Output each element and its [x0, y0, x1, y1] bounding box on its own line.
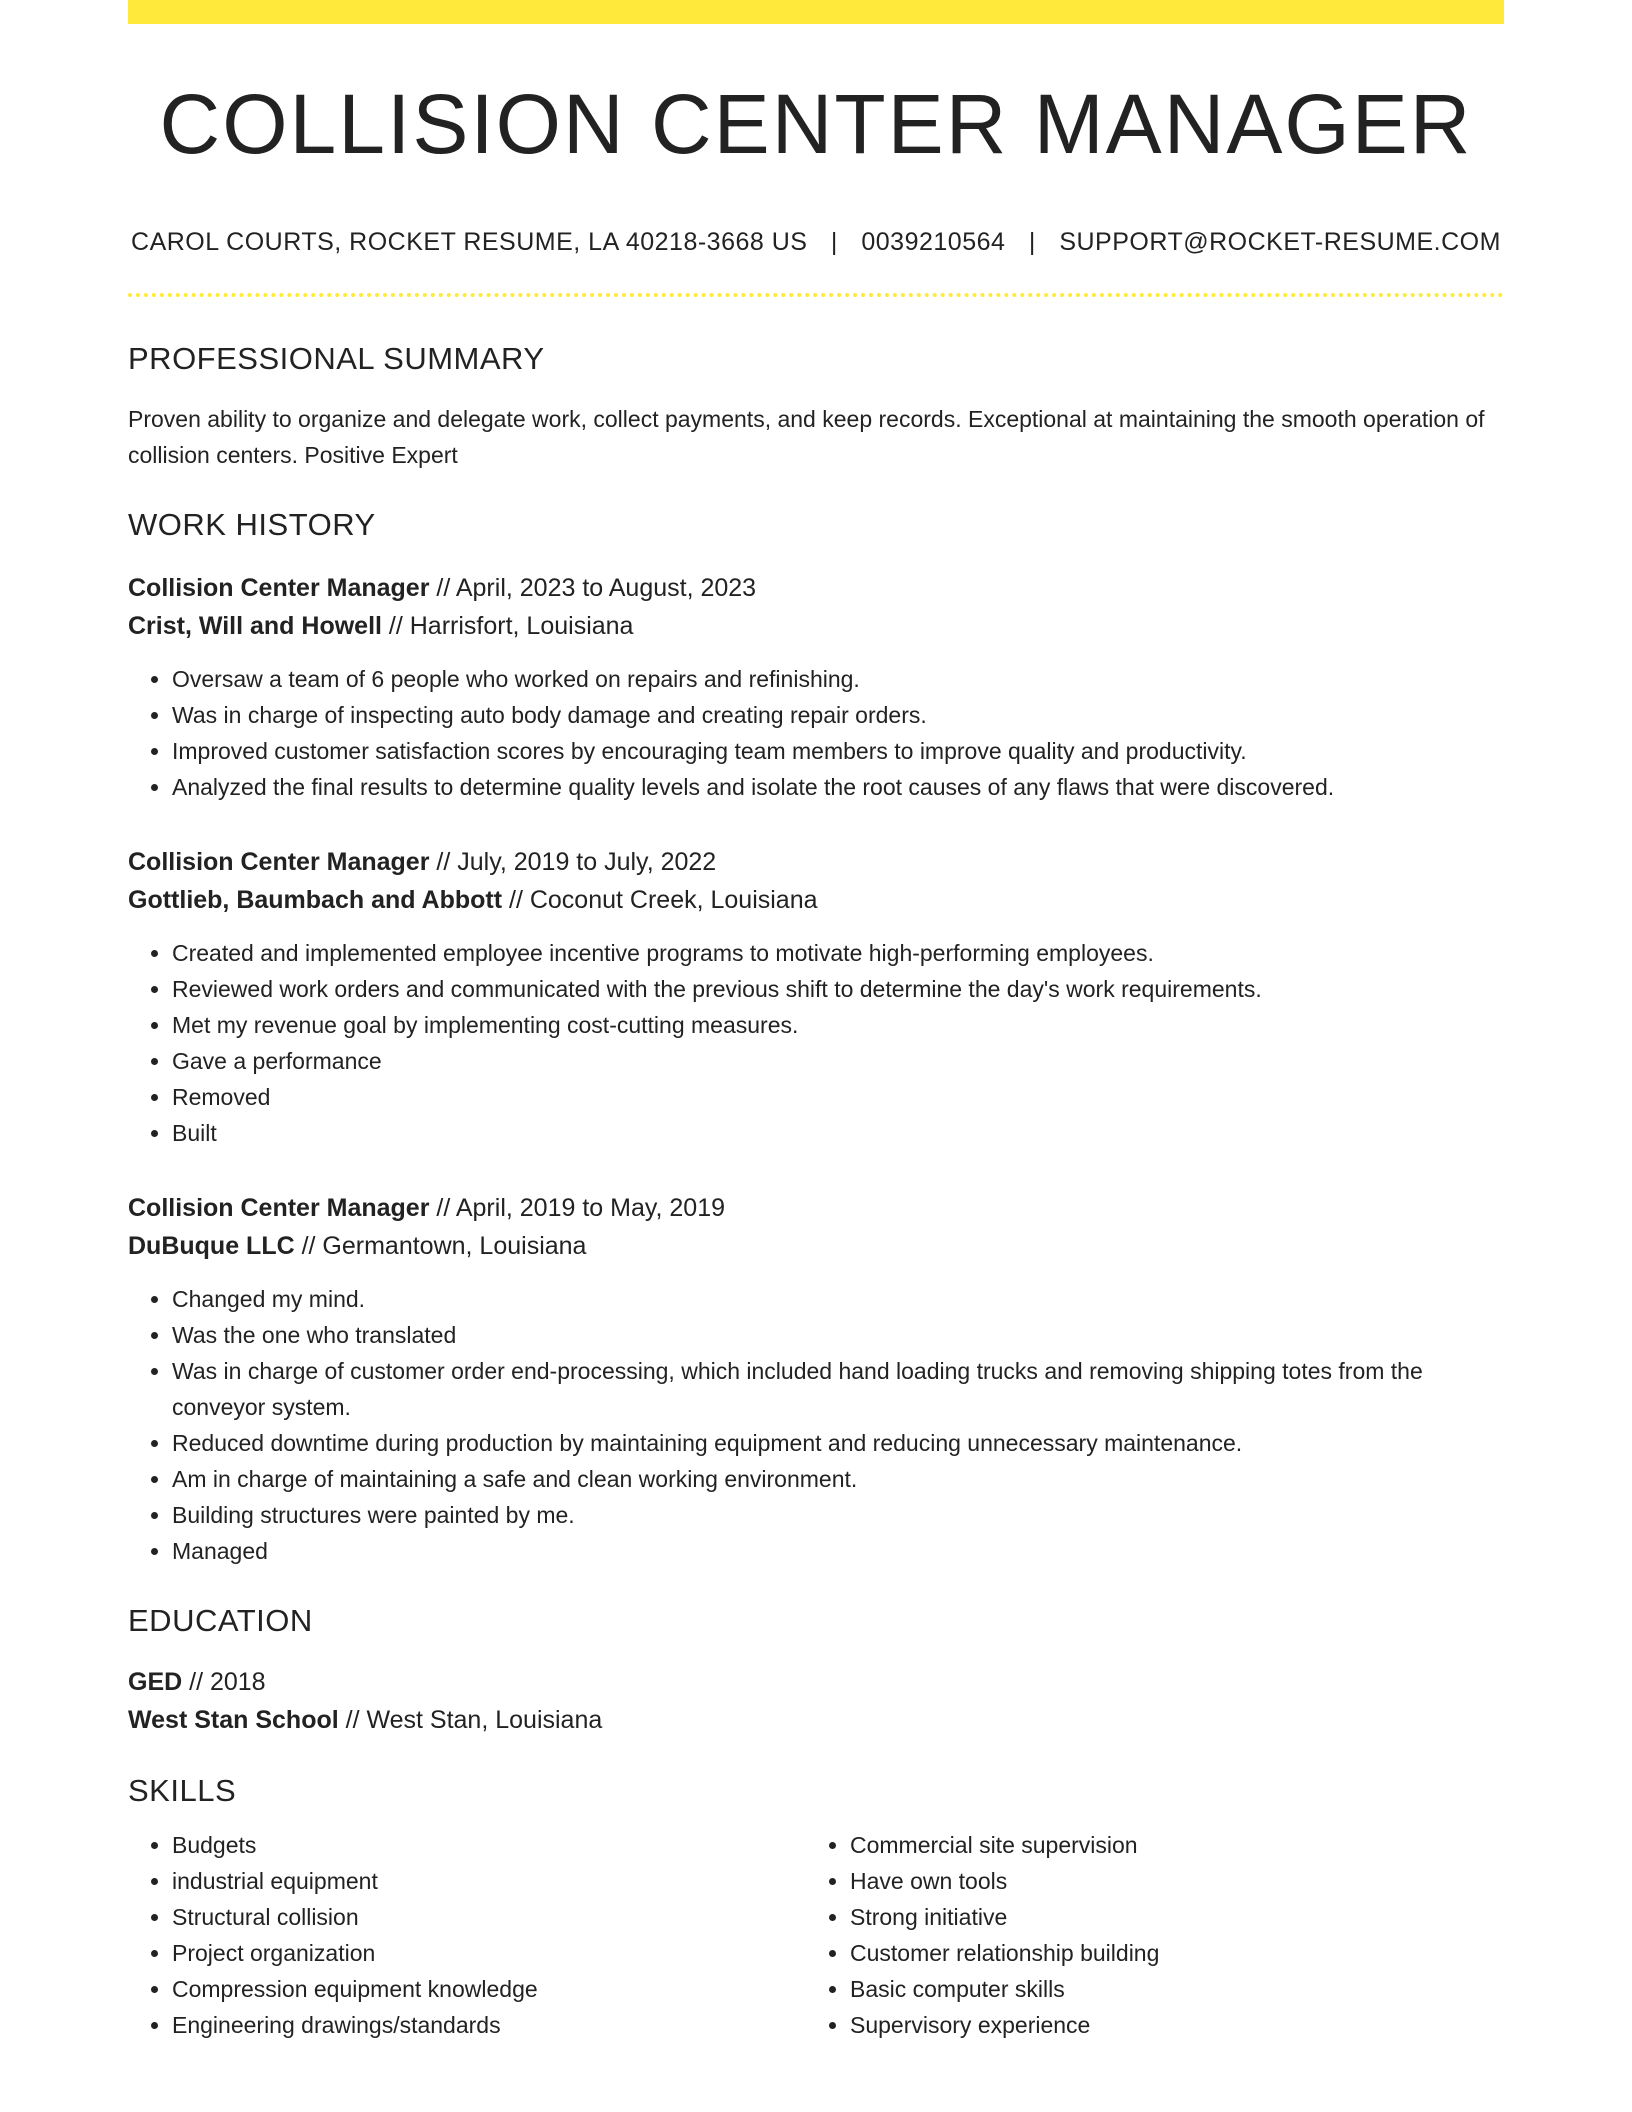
skills-right-column: [806, 1827, 1484, 2043]
job-dates: // July, 2019 to July, 2022: [429, 848, 717, 877]
job-company: DuBuque LLC: [128, 1232, 295, 1261]
job-location: // Coconut Creek, Louisiana: [502, 886, 818, 915]
education-location: // West Stan, Louisiana: [338, 1706, 603, 1735]
job-dates: // April, 2023 to August, 2023: [429, 574, 757, 603]
job-title: Collision Center Manager: [128, 848, 430, 877]
summary-text: Proven ability to organize and delegate work, collect payments, and keep records. Exceptional at maintaining the smooth operation of collision centers. Positive Expert: [128, 406, 1485, 469]
list-item: • Met my revenue goal by implementing cost-cutting measures.: [172, 1007, 1504, 1043]
skill-item: • Engineering drawings/standards: [172, 2007, 806, 2043]
education-school: West Stan School: [128, 1706, 339, 1735]
contact-separator: |: [830, 228, 838, 257]
contact-email: SUPPORT@ROCKET-RESUME.COM: [1059, 228, 1501, 257]
skill-item: • Compression equipment knowledge: [172, 1971, 806, 2007]
job-bullets: [128, 1281, 1504, 1569]
job-entry: [128, 1189, 1504, 1569]
work-history-heading: WORK HISTORY: [128, 507, 376, 543]
education-year: // 2018: [182, 1668, 266, 1697]
skill-item: • Strong initiative: [850, 1899, 1484, 1935]
skill-item: • Basic computer skills: [850, 1971, 1484, 2007]
skills-heading: SKILLS: [128, 1773, 237, 1809]
job-title-line: [128, 1189, 1504, 1227]
skill-item: • Project organization: [172, 1935, 806, 1971]
list-item: • Improved customer satisfaction scores by encouraging team members to improve quality and productivity.: [172, 733, 1504, 769]
job-title: Collision Center Manager: [128, 574, 430, 603]
education-school-line: [128, 1701, 1504, 1739]
job-company: Gottlieb, Baumbach and Abbott: [128, 886, 503, 915]
list-item: • Building structures were painted by me.: [172, 1497, 1504, 1533]
skill-item: • Have own tools: [850, 1863, 1484, 1899]
education-entry: [128, 1663, 1504, 1739]
skill-item: • Commercial site supervision: [850, 1827, 1484, 1863]
job-title-line: [128, 843, 1504, 881]
job-title: Collision Center Manager: [128, 1194, 430, 1223]
contact-phone: 0039210564: [861, 228, 1006, 257]
dotted-divider: [128, 293, 1504, 297]
list-item: • Was in charge of inspecting auto body damage and creating repair orders.: [172, 697, 1504, 733]
list-item: • Created and implemented employee incentive programs to motivate high-performing employees.: [172, 935, 1504, 971]
job-entry: [128, 843, 1504, 1151]
summary-heading: PROFESSIONAL SUMMARY: [128, 341, 545, 377]
job-location: // Germantown, Louisiana: [294, 1232, 587, 1261]
list-item: • Oversaw a team of 6 people who worked on repairs and refinishing.: [172, 661, 1504, 697]
list-item: • Was the one who translated: [172, 1317, 1504, 1353]
skill-item: • Customer relationship building: [850, 1935, 1484, 1971]
contact-separator: |: [1028, 228, 1036, 257]
list-item: • Gave a performance: [172, 1043, 1504, 1079]
list-item: • Reduced downtime during production by maintaining equipment and reducing unnecessary maintenance.: [172, 1425, 1504, 1461]
education-degree-line: [128, 1663, 1504, 1701]
skill-item: • Supervisory experience: [850, 2007, 1484, 2043]
job-entry: [128, 569, 1504, 805]
list-item: • Managed: [172, 1533, 1504, 1569]
job-bullets: [128, 935, 1504, 1151]
list-item: • Analyzed the final results to determine quality levels and isolate the root causes of any flaws that were discovered.: [172, 769, 1504, 805]
job-bullets: [128, 661, 1504, 805]
list-item: • Changed my mind.: [172, 1281, 1504, 1317]
page-title: COLLISION CENTER MANAGER: [159, 77, 1473, 171]
skill-item: • Budgets: [172, 1827, 806, 1863]
job-location: // Harrisfort, Louisiana: [381, 612, 634, 641]
list-item: • Am in charge of maintaining a safe and clean working environment.: [172, 1461, 1504, 1497]
job-company-line: [128, 607, 1504, 645]
list-item: • Built: [172, 1115, 1504, 1151]
job-dates: // April, 2019 to May, 2019: [429, 1194, 725, 1223]
list-item: • Reviewed work orders and communicated with the previous shift to determine the day's work requirements.: [172, 971, 1504, 1007]
list-item: • Removed: [172, 1079, 1504, 1115]
education-degree: GED: [128, 1668, 183, 1697]
skill-item: • Structural collision: [172, 1899, 806, 1935]
contact-address: CAROL COURTS, ROCKET RESUME, LA 40218-3668 US: [131, 228, 808, 257]
resume-page: [128, 0, 1504, 2043]
job-company-line: [128, 1227, 1504, 1265]
job-company-line: [128, 881, 1504, 919]
job-company: Crist, Will and Howell: [128, 612, 382, 641]
contact-line: [128, 228, 1504, 257]
accent-bar: [128, 0, 1504, 24]
skills-left-column: [128, 1827, 806, 2043]
list-item: • Was in charge of customer order end-processing, which included hand loading trucks and removing shipping totes from the conveyor system.: [172, 1353, 1504, 1425]
skill-item: • industrial equipment: [172, 1863, 806, 1899]
education-heading: EDUCATION: [128, 1603, 313, 1639]
skills-columns: [128, 1827, 1504, 2043]
job-title-line: [128, 569, 1504, 607]
